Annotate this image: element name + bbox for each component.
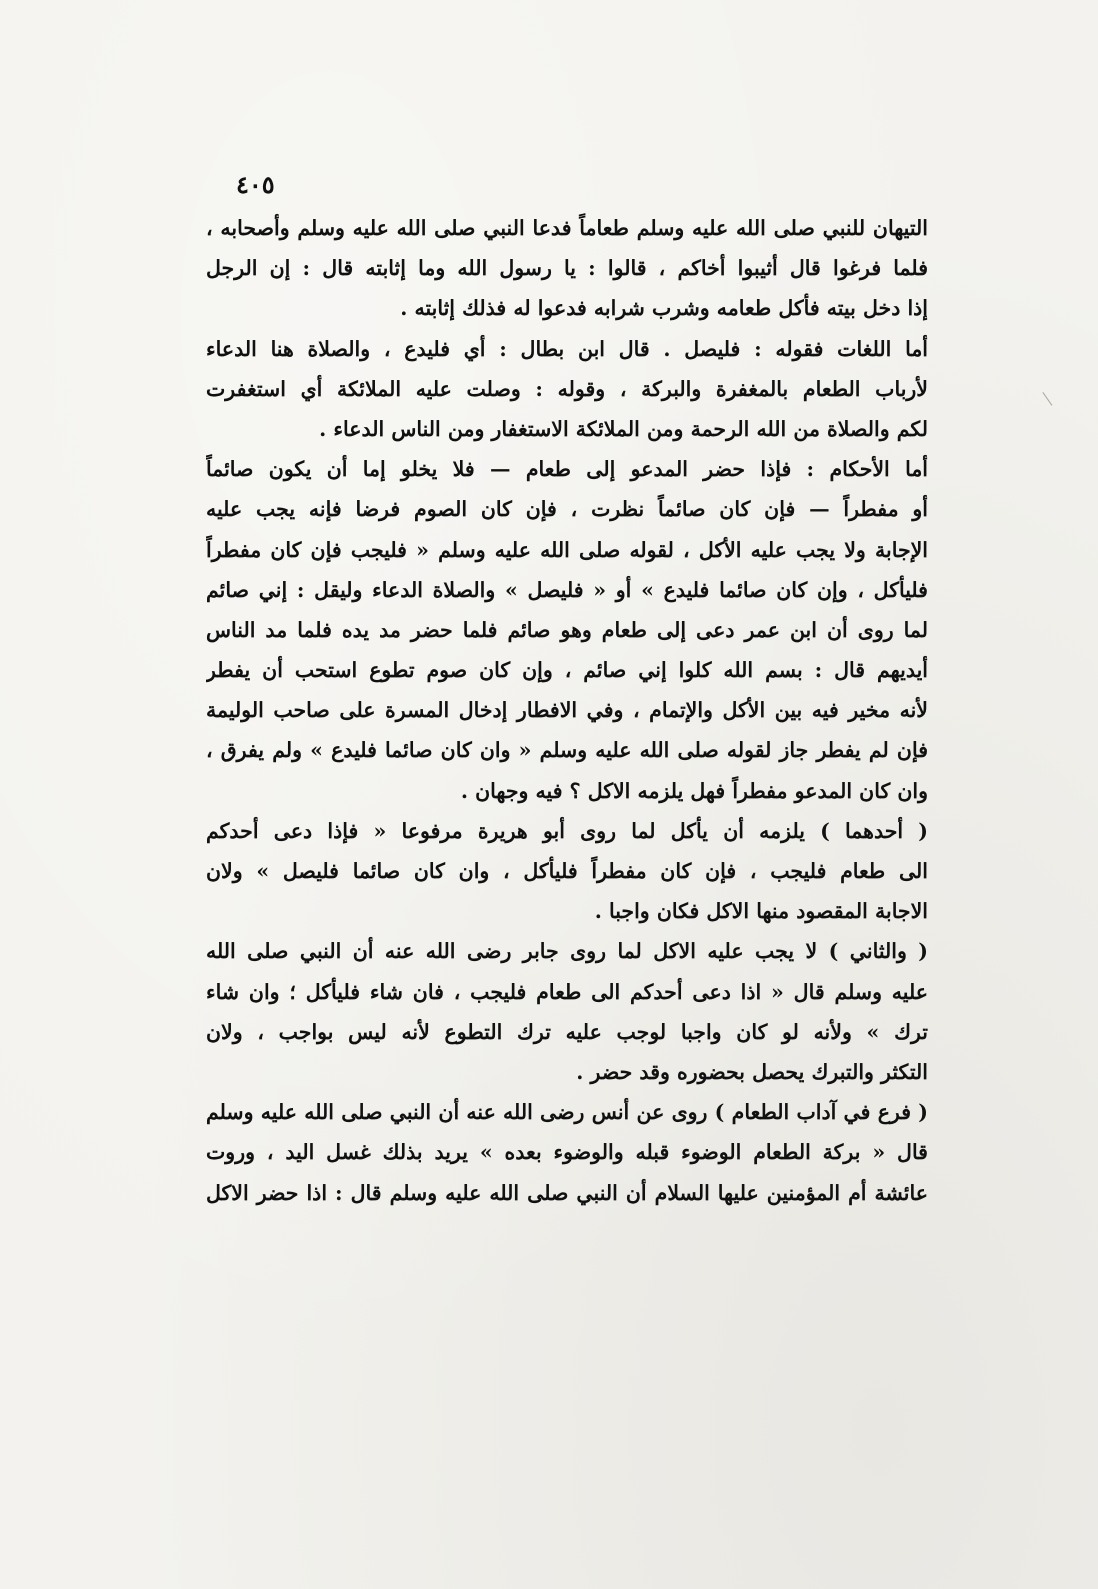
- text-line: أيديهم قال : بسم الله كلوا إني صائم ، وإن كان صوم تطوع استحب أن يفطر: [206, 658, 928, 683]
- text-line: لكم والصلاة من الله الرحمة ومن الملائكة الاستغفار ومن الناس الدعاء .: [319, 416, 928, 441]
- text-line: ( أحدهما ) يلزمه أن يأكل لما روى أبو هريرة مرفوعا « فإذا دعى أحدكم: [206, 818, 928, 843]
- text-line: فإن لم يفطر جاز لقوله صلى الله عليه وسلم « وان كان صائما فليدع » ولم يفرق ،: [206, 738, 928, 763]
- body-text: [206, 208, 928, 1213]
- text-line: ( والثاني ) لا يجب عليه الاكل لما روى جابر رضى الله عنه أن النبي صلى الله: [206, 939, 928, 964]
- text-line: الاجابة المقصود منها الاكل فكان واجبا .: [594, 899, 928, 924]
- text-line: إذا دخل بيته فأكل طعامه وشرب شرابه فدعوا له فذلك إثابته .: [400, 296, 928, 321]
- text-line: لما روى أن ابن عمر دعى إلى طعام وهو صائم فلما حضر مد يده فلما مد الناس: [206, 617, 928, 642]
- text-line: ( فرع في آداب الطعام ) روى عن أنس رضى الله عنه أن النبي صلى الله عليه وسلم: [206, 1100, 928, 1125]
- text-line: ترك » ولأنه لو كان واجبا لوجب عليه ترك التطوع لأنه ليس بواجب ، ولان: [206, 1019, 928, 1044]
- text-line: فلما فرغوا قال أثيبوا أخاكم ، قالوا : يا رسول الله وما إثابته قال : إن الرجل: [206, 256, 928, 281]
- text-line: لأرباب الطعام بالمغفرة والبركة ، وقوله : وصلت عليه الملائكة أي استغفرت: [206, 376, 928, 401]
- margin-mark: [1042, 386, 1060, 405]
- text-line: التيهان للنبي صلى الله عليه وسلم طعاماً فدعا النبي صلى الله عليه وسلم وأصحابه ،: [206, 216, 928, 240]
- page-number: ٤٠٥: [236, 170, 275, 199]
- text-line: الى طعام فليجب ، فإن كان مفطراً فليأكل ، وان كان صائما فليصل » ولان: [206, 859, 928, 883]
- text-line: عائشة أم المؤمنين عليها السلام أن النبي صلى الله عليه وسلم قال : اذا حضر الاكل: [206, 1180, 928, 1205]
- text-line: الإجابة ولا يجب عليه الأكل ، لقوله صلى الله عليه وسلم « فليجب فإن كان مفطراً: [206, 537, 928, 562]
- text-line: أما الأحكام : فإذا حضر المدعو إلى طعام — فلا يخلو إما أن يكون صائماً: [206, 457, 928, 482]
- text-line: عليه وسلم قال « اذا دعى أحدكم الى طعام فليجب ، فان شاء فليأكل ؛ وان شاء: [206, 979, 928, 1004]
- text-line: لأنه مخير فيه بين الأكل والإتمام ، وفي الافطار إدخال المسرة على صاحب الوليمة: [206, 698, 928, 723]
- text-line: فليأكل ، وإن كان صائما فليدع » أو « فليصل » والصلاة الدعاء وليقل : إني صائم: [206, 577, 928, 602]
- text-line: أو مفطراً — فإن كان صائماً نظرت ، فإن كان الصوم فرضا فإنه يجب عليه: [206, 497, 928, 522]
- text-line: التكثر والتبرك يحصل بحضوره وقد حضر .: [576, 1059, 928, 1084]
- text-line: أما اللغات فقوله : فليصل . قال ابن بطال : أي فليدع ، والصلاة هنا الدعاء: [206, 336, 928, 361]
- text-line: قال « بركة الطعام الوضوء قبله والوضوء بعده » يريد بذلك غسل اليد ، وروت: [206, 1140, 928, 1165]
- text-line: وان كان المدعو مفطراً فهل يلزمه الاكل ؟ فيه وجهان .: [460, 778, 928, 803]
